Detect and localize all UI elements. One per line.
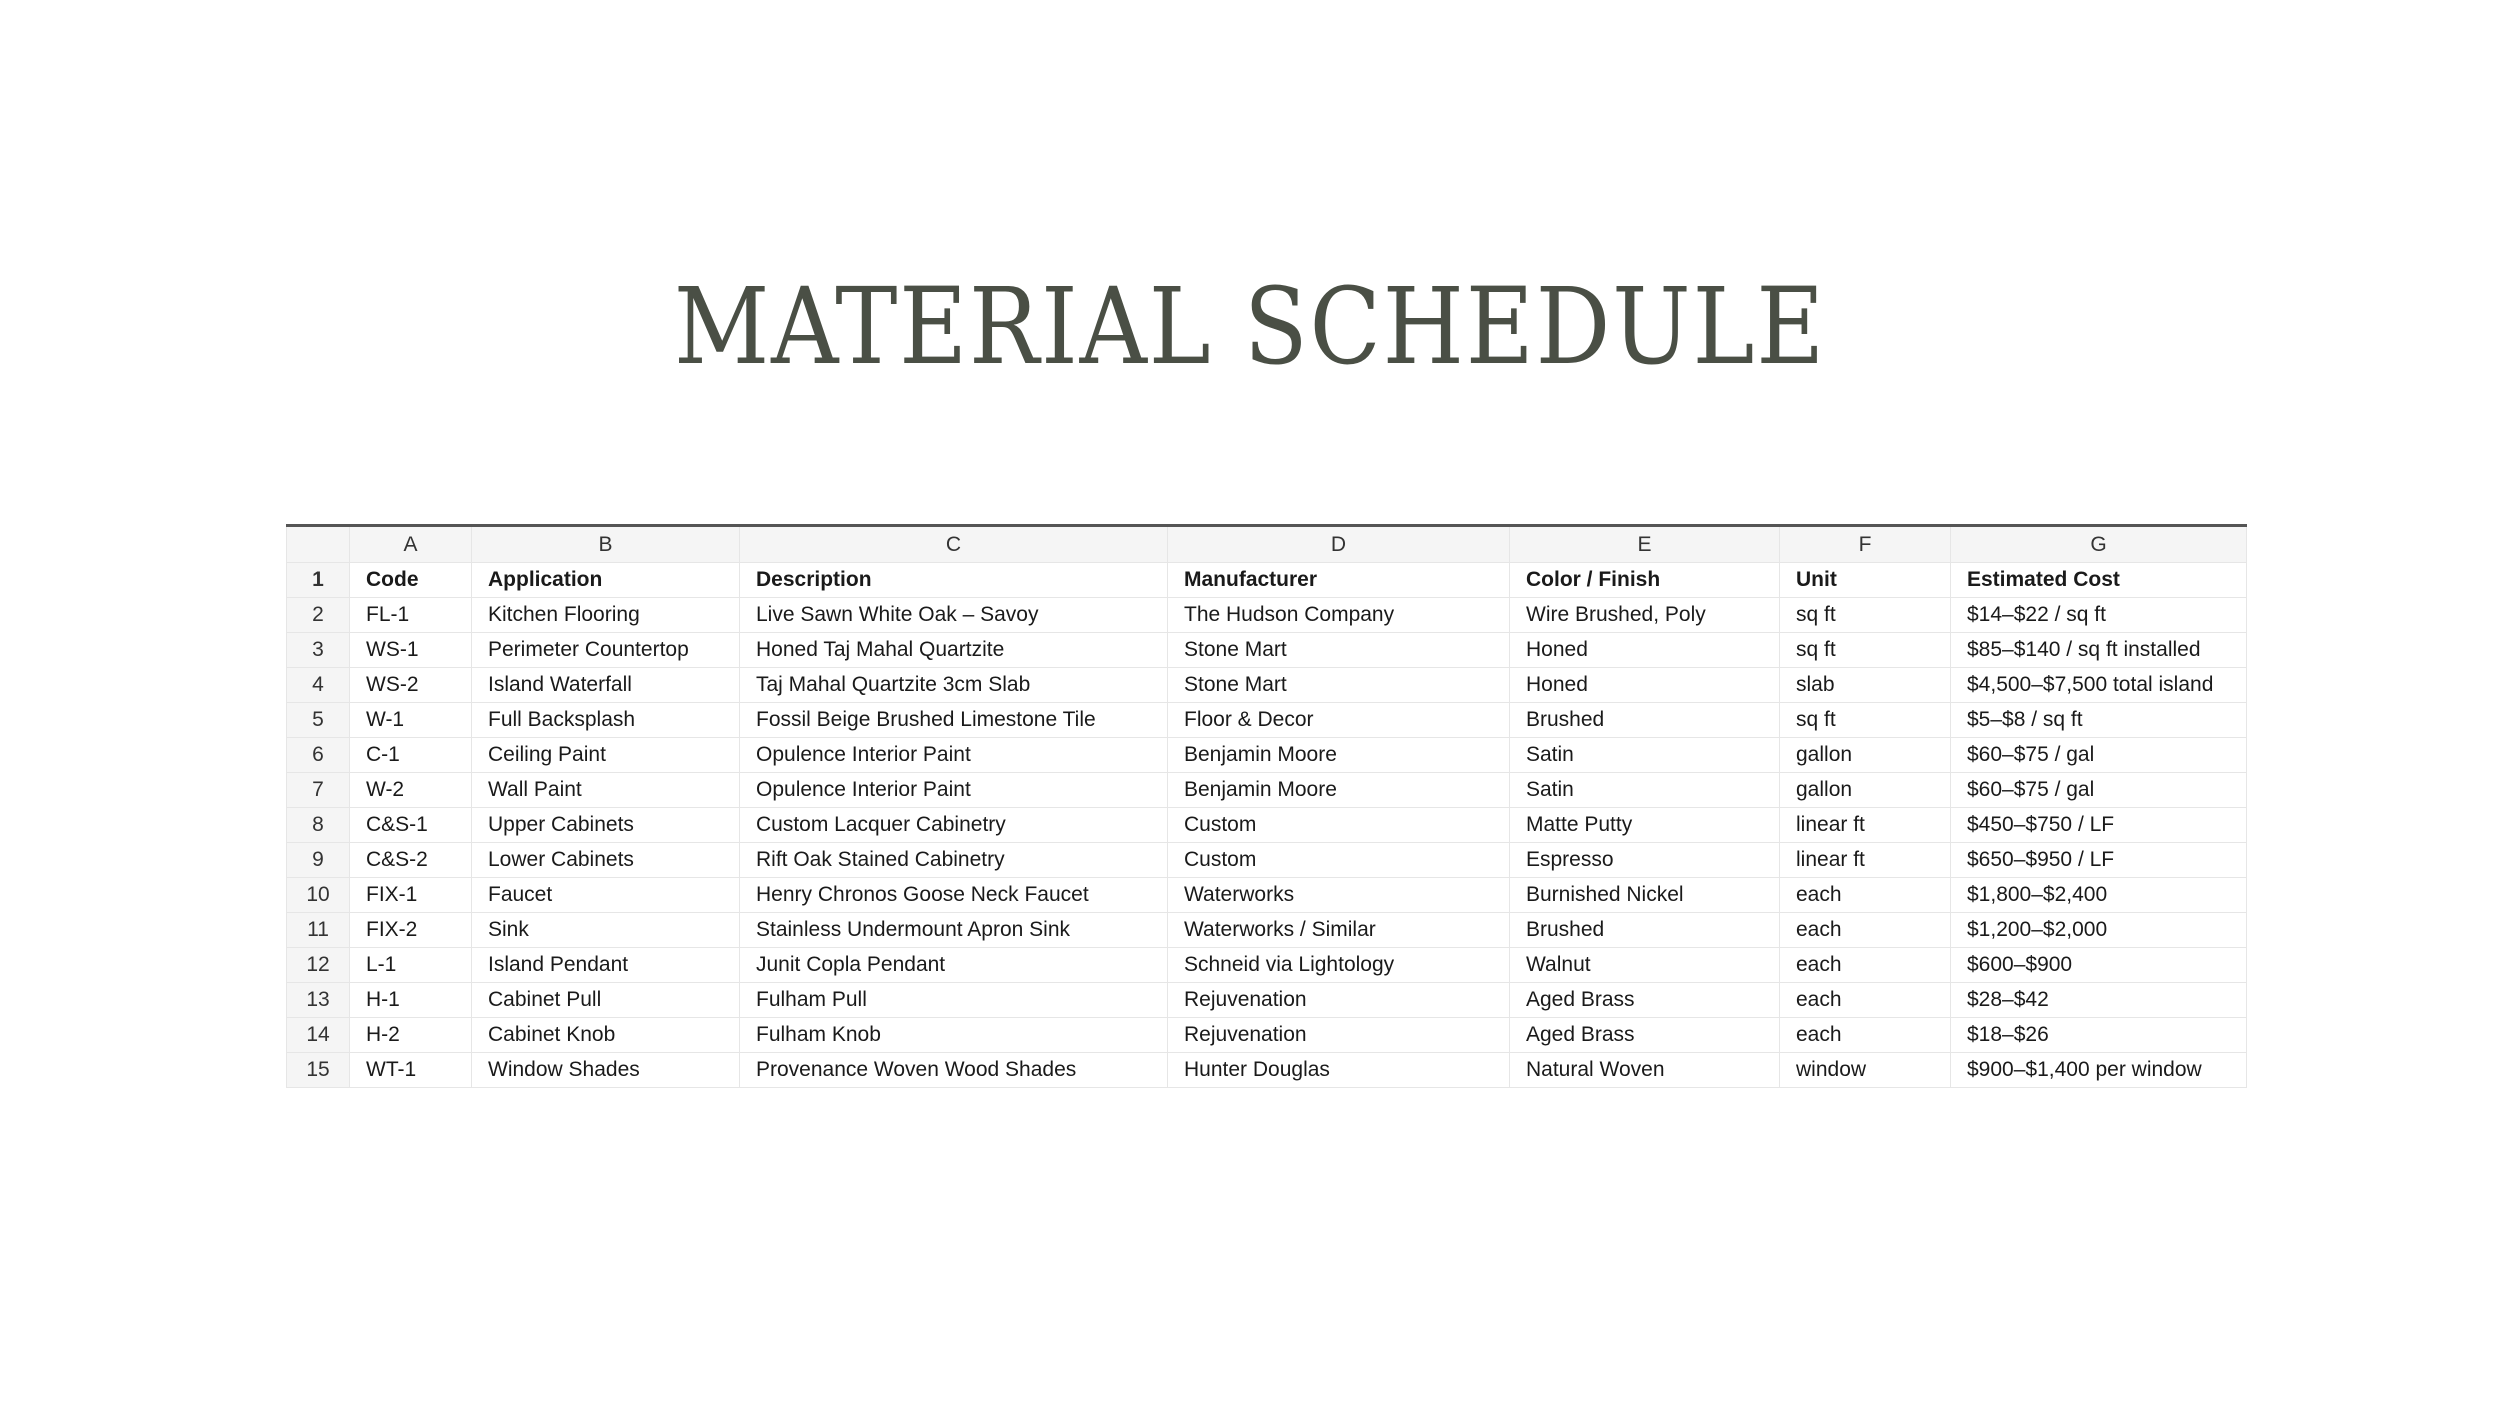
table-row [287,773,2247,808]
cell-manufacturer[interactable]: Custom [1168,808,1510,843]
row-number[interactable]: 11 [287,913,350,948]
cell-code[interactable]: L-1 [350,948,472,983]
cell-manufacturer[interactable]: The Hudson Company [1168,598,1510,633]
row-number[interactable]: 12 [287,948,350,983]
cell-code[interactable]: C&S-2 [350,843,472,878]
cell-estimated-cost[interactable]: $650–$950 / LF [1951,843,2247,878]
cell-estimated-cost[interactable]: $1,200–$2,000 [1951,913,2247,948]
cell-estimated-cost[interactable]: $28–$42 [1951,983,2247,1018]
cell-color-finish[interactable]: Matte Putty [1510,808,1780,843]
cell-description[interactable]: Opulence Interior Paint [740,738,1168,773]
cell-application[interactable]: Kitchen Flooring [472,598,740,633]
cell-description[interactable]: Custom Lacquer Cabinetry [740,808,1168,843]
cell-estimated-cost[interactable]: $900–$1,400 per window [1951,1053,2247,1088]
cell-estimated-cost[interactable]: $4,500–$7,500 total island [1951,668,2247,703]
cell-application[interactable]: Perimeter Countertop [472,633,740,668]
table-row [287,668,2247,703]
column-header-c[interactable]: C [740,526,1168,563]
column-header-d[interactable]: D [1168,526,1510,563]
table-row [287,633,2247,668]
cell-manufacturer[interactable]: Stone Mart [1168,633,1510,668]
cell-code[interactable]: C-1 [350,738,472,773]
cell-manufacturer[interactable]: Rejuvenation [1168,1018,1510,1053]
cell-description[interactable]: Fossil Beige Brushed Limestone Tile [740,703,1168,738]
cell-manufacturer[interactable]: Stone Mart [1168,668,1510,703]
table-row [287,808,2247,843]
cell-description[interactable]: Description [740,563,1168,598]
cell-unit[interactable]: sq ft [1780,598,1951,633]
cell-color-finish[interactable]: Burnished Nickel [1510,878,1780,913]
cell-description[interactable]: Live Sawn White Oak – Savoy [740,598,1168,633]
cell-color-finish[interactable]: Color / Finish [1510,563,1780,598]
cell-manufacturer[interactable]: Floor & Decor [1168,703,1510,738]
cell-application[interactable]: Lower Cabinets [472,843,740,878]
row-number[interactable]: 2 [287,598,350,633]
cell-code[interactable]: C&S-1 [350,808,472,843]
cell-application[interactable]: Sink [472,913,740,948]
cell-application[interactable]: Faucet [472,878,740,913]
cell-unit[interactable]: each [1780,948,1951,983]
cell-code[interactable]: WS-2 [350,668,472,703]
cell-code[interactable]: FIX-2 [350,913,472,948]
cell-manufacturer[interactable]: Manufacturer [1168,563,1510,598]
cell-unit[interactable]: sq ft [1780,633,1951,668]
cell-application[interactable]: Application [472,563,740,598]
row-number[interactable]: 1 [287,563,350,598]
cell-color-finish[interactable]: Satin [1510,738,1780,773]
cell-description[interactable]: Fulham Pull [740,983,1168,1018]
row-number[interactable]: 9 [287,843,350,878]
cell-unit[interactable]: linear ft [1780,843,1951,878]
table-row [287,703,2247,738]
cell-color-finish[interactable]: Aged Brass [1510,1018,1780,1053]
table-row [287,983,2247,1018]
cell-color-finish[interactable]: Natural Woven [1510,1053,1780,1088]
cell-color-finish[interactable]: Satin [1510,773,1780,808]
cell-unit[interactable]: gallon [1780,773,1951,808]
cell-unit[interactable]: window [1780,1053,1951,1088]
row-number[interactable]: 5 [287,703,350,738]
cell-description[interactable]: Junit Copla Pendant [740,948,1168,983]
cell-application[interactable]: Cabinet Pull [472,983,740,1018]
cell-color-finish[interactable]: Walnut [1510,948,1780,983]
cell-application[interactable]: Island Waterfall [472,668,740,703]
cell-estimated-cost[interactable]: $14–$22 / sq ft [1951,598,2247,633]
cell-color-finish[interactable]: Brushed [1510,913,1780,948]
column-header-f[interactable]: F [1780,526,1951,563]
cell-estimated-cost[interactable]: $5–$8 / sq ft [1951,703,2247,738]
cell-unit[interactable]: linear ft [1780,808,1951,843]
cell-unit[interactable]: gallon [1780,738,1951,773]
row-number[interactable]: 13 [287,983,350,1018]
cell-description[interactable]: Henry Chronos Goose Neck Faucet [740,878,1168,913]
table-header-row [287,563,2247,598]
table-row [287,878,2247,913]
cell-estimated-cost[interactable]: $60–$75 / gal [1951,738,2247,773]
cell-manufacturer[interactable]: Benjamin Moore [1168,738,1510,773]
cell-estimated-cost[interactable]: $1,800–$2,400 [1951,878,2247,913]
cell-estimated-cost[interactable]: Estimated Cost [1951,563,2247,598]
row-number[interactable]: 6 [287,738,350,773]
cell-color-finish[interactable]: Wire Brushed, Poly [1510,598,1780,633]
cell-manufacturer[interactable]: Custom [1168,843,1510,878]
cell-application[interactable]: Cabinet Knob [472,1018,740,1053]
cell-application[interactable]: Island Pendant [472,948,740,983]
page-title: MATERIAL SCHEDULE [673,265,1827,388]
cell-unit[interactable]: each [1780,913,1951,948]
row-number[interactable]: 4 [287,668,350,703]
cell-estimated-cost[interactable]: $18–$26 [1951,1018,2247,1053]
cell-application[interactable]: Window Shades [472,1053,740,1088]
column-header-a[interactable]: A [350,526,472,563]
cell-estimated-cost[interactable]: $60–$75 / gal [1951,773,2247,808]
cell-code[interactable]: FIX-1 [350,878,472,913]
cell-description[interactable]: Fulham Knob [740,1018,1168,1053]
cell-code[interactable]: W-1 [350,703,472,738]
cell-color-finish[interactable]: Espresso [1510,843,1780,878]
cell-description[interactable]: Opulence Interior Paint [740,773,1168,808]
cell-estimated-cost[interactable]: $450–$750 / LF [1951,808,2247,843]
cell-application[interactable]: Ceiling Paint [472,738,740,773]
cell-manufacturer[interactable]: Waterworks [1168,878,1510,913]
column-header-row [287,526,2247,563]
cell-code[interactable]: H-1 [350,983,472,1018]
column-header-g[interactable]: G [1951,526,2247,563]
cell-description[interactable]: Stainless Undermount Apron Sink [740,913,1168,948]
cell-manufacturer[interactable]: Schneid via Lightology [1168,948,1510,983]
column-header-e[interactable]: E [1510,526,1780,563]
cell-application[interactable]: Wall Paint [472,773,740,808]
material-schedule-table [286,524,2247,1088]
cell-unit[interactable]: Unit [1780,563,1951,598]
cell-description[interactable]: Honed Taj Mahal Quartzite [740,633,1168,668]
cell-manufacturer[interactable]: Hunter Douglas [1168,1053,1510,1088]
cell-color-finish[interactable]: Honed [1510,668,1780,703]
cell-code[interactable]: WT-1 [350,1053,472,1088]
cell-estimated-cost[interactable]: $600–$900 [1951,948,2247,983]
cell-unit[interactable]: each [1780,878,1951,913]
table-row [287,1053,2247,1088]
table-row [287,1018,2247,1053]
row-number[interactable]: 14 [287,1018,350,1053]
row-number[interactable]: 8 [287,808,350,843]
cell-unit[interactable]: each [1780,983,1951,1018]
column-header-b[interactable]: B [472,526,740,563]
cell-application[interactable]: Full Backsplash [472,703,740,738]
table-row [287,598,2247,633]
table-row [287,948,2247,983]
cell-description[interactable]: Taj Mahal Quartzite 3cm Slab [740,668,1168,703]
cell-code[interactable]: W-2 [350,773,472,808]
cell-description[interactable]: Rift Oak Stained Cabinetry [740,843,1168,878]
cell-code[interactable]: H-2 [350,1018,472,1053]
cell-code[interactable]: Code [350,563,472,598]
cell-description[interactable]: Provenance Woven Wood Shades [740,1053,1168,1088]
cell-estimated-cost[interactable]: $85–$140 / sq ft installed [1951,633,2247,668]
cell-color-finish[interactable]: Brushed [1510,703,1780,738]
cell-code[interactable]: FL-1 [350,598,472,633]
cell-color-finish[interactable]: Honed [1510,633,1780,668]
corner-cell[interactable] [287,526,350,563]
table-row [287,843,2247,878]
cell-unit[interactable]: each [1780,1018,1951,1053]
cell-unit[interactable]: sq ft [1780,703,1951,738]
row-number[interactable]: 10 [287,878,350,913]
table-row [287,738,2247,773]
cell-manufacturer[interactable]: Waterworks / Similar [1168,913,1510,948]
cell-color-finish[interactable]: Aged Brass [1510,983,1780,1018]
table-row [287,913,2247,948]
row-number[interactable]: 15 [287,1053,350,1088]
cell-code[interactable]: WS-1 [350,633,472,668]
row-number[interactable]: 7 [287,773,350,808]
row-number[interactable]: 3 [287,633,350,668]
cell-manufacturer[interactable]: Benjamin Moore [1168,773,1510,808]
cell-application[interactable]: Upper Cabinets [472,808,740,843]
cell-unit[interactable]: slab [1780,668,1951,703]
cell-manufacturer[interactable]: Rejuvenation [1168,983,1510,1018]
